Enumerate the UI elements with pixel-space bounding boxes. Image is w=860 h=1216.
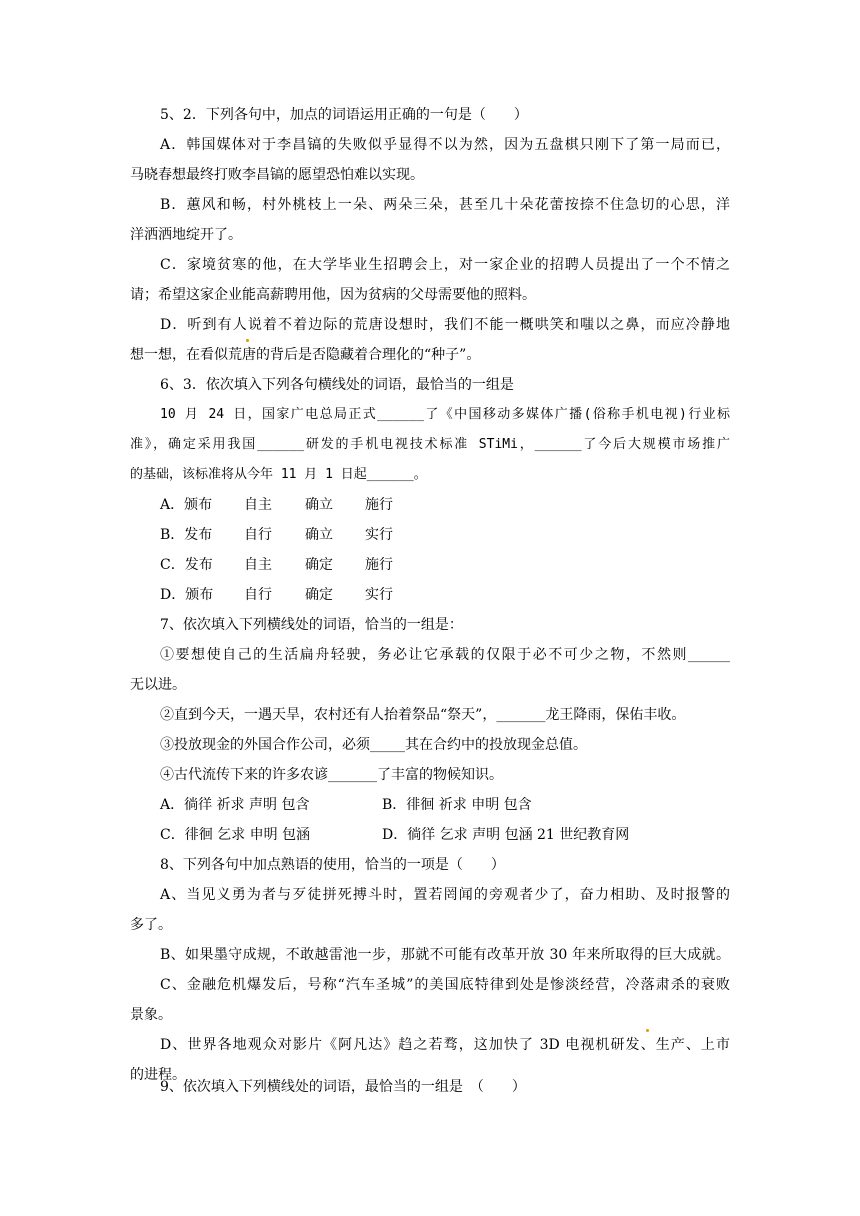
q6-option-word: 自主 [244, 557, 272, 573]
q6-option-word: 施行 [365, 557, 393, 573]
q8-option-c-line-2: 景象。 [130, 1007, 172, 1023]
emphasis-dot [646, 1029, 649, 1032]
q6-passage-line-2: 准》，确定采用我国______研发的手机电视技术标准 STiMi，______了今后大规模市场推广 [130, 437, 730, 452]
q7-option-d: D．徜徉 乞求 声明 包涵 21 世纪教育网 [382, 827, 630, 843]
q6-option-word: 施行 [365, 497, 393, 513]
q6-option-word: 确定 [305, 557, 333, 573]
q5-option-c-line-1: C．家境贫寒的他，在大学毕业生招聘会上，对一家企业的招聘人员提出了一个不情之 [160, 257, 730, 273]
q6-option-word: 实行 [365, 527, 393, 543]
question-8-stem: 8、下列各句中加点熟语的使用，恰当的一项是（ ） [160, 857, 505, 873]
q7-sentence-1-line-1: ①要想使自己的生活扁舟轻驶，务必让它承载的仅限于必不可少之物，不然则______ [160, 647, 730, 663]
q5-option-b-line-2: 洋洒洒地绽开了。 [130, 227, 242, 243]
q6-option-label: A．颁布 [160, 497, 213, 513]
q5-option-c-line-2: 请；希望这家企业能高薪聘用他，因为贫病的父母需要他的照料。 [130, 287, 536, 303]
q8-option-d-line-1: D、世界各地观众对影片《阿凡达》趋之若骛，这加快了 3D 电视机研发、生产、上市 [160, 1037, 730, 1053]
q7-sentence-4: ④古代流传下来的许多农谚_______了丰富的物候知识。 [160, 767, 503, 783]
q6-option-label: D．颁布 [160, 587, 214, 603]
q8-option-a-line-1: A、当见义勇为者与歹徒拼死搏斗时，置若罔闻的旁观者少了，奋力相助、及时报警的 [160, 887, 730, 903]
q8-option-c-line-1: C、金融危机爆发后，号称“汽车圣城”的美国底特律到处是惨淡经营，冷落肃杀的衰败 [160, 977, 730, 993]
q5-option-d-line-1: D．听到有人说着不着边际的荒唐设想时，我们不能一概哄笑和嗤以之鼻，而应冷静地 [160, 317, 730, 333]
q6-option-label: C．发布 [160, 557, 213, 573]
question-6-stem: 6、3．依次填入下列各句横线处的词语，最恰当的一组是 [160, 377, 514, 393]
q7-sentence-1-line-2: 无以进。 [130, 677, 186, 693]
q7-option-c: C．徘徊 乞求 申明 包涵 [160, 827, 311, 843]
q6-option-word: 实行 [365, 587, 393, 603]
q8-option-d-line-2: 的进程。 [130, 1067, 186, 1083]
q7-option-b: B．徘徊 祈求 申明 包含 [382, 797, 532, 813]
q6-option-word: 自行 [244, 527, 272, 543]
q5-option-b-line-1: B．蕙风和畅，村外桃枝上一朵、两朵三朵，甚至几十朵花蕾按捺不住急切的心思，洋 [160, 197, 730, 213]
q6-option-word: 自行 [244, 587, 272, 603]
question-9-stem: 9、依次填入下列横线处的词语，最恰当的一组是 （ ） [160, 1079, 526, 1095]
q6-option-label: B．发布 [160, 527, 213, 543]
q5-option-a-line-1: A．韩国媒体对于李昌镐的失败似乎显得不以为然，因为五盘棋只刚下了第一局而已， [160, 137, 730, 153]
q6-option-word: 确定 [305, 587, 333, 603]
q6-option-word: 确立 [305, 497, 333, 513]
q5-option-a-line-2: 马晓春想最终打败李昌镐的愿望恐怕难以实现。 [130, 167, 424, 183]
question-7-stem: 7、依次填入下列横线处的词语，恰当的一组是： [160, 617, 463, 633]
q6-passage-line-3: 的基础，该标准将从今年 11 月 1 日起______。 [130, 467, 427, 482]
emphasis-dot [246, 339, 249, 342]
q7-sentence-3: ③投放现金的外国合作公司，必须_____其在合约中的投放现金总值。 [160, 737, 587, 753]
q6-option-word: 确立 [305, 527, 333, 543]
q7-sentence-2: ②直到今天，一遇天旱，农村还有人抬着祭品“祭天”，_______龙王降雨，保佑丰收。 [160, 707, 686, 723]
q6-option-word: 自主 [244, 497, 272, 513]
q7-option-a: A．徜徉 祈求 声明 包含 [160, 797, 310, 813]
question-5-stem: 5、2．下列各句中，加点的词语运用正确的一句是（ ） [160, 107, 528, 123]
q5-option-d-line-2: 想一想，在看似荒唐的背后是否隐藏着合理化的“种子”。 [130, 347, 481, 363]
q6-passage-line-1: 10 月 24 日，国家广电总局正式______了《中国移动多媒体广播(俗称手机电视)行业标 [160, 407, 730, 422]
q8-option-a-line-2: 多了。 [130, 917, 172, 933]
q8-option-b: B、如果墨守成规，不敢越雷池一步，那就不可能有改革开放 30 年来所取得的巨大成就。 [160, 947, 730, 963]
